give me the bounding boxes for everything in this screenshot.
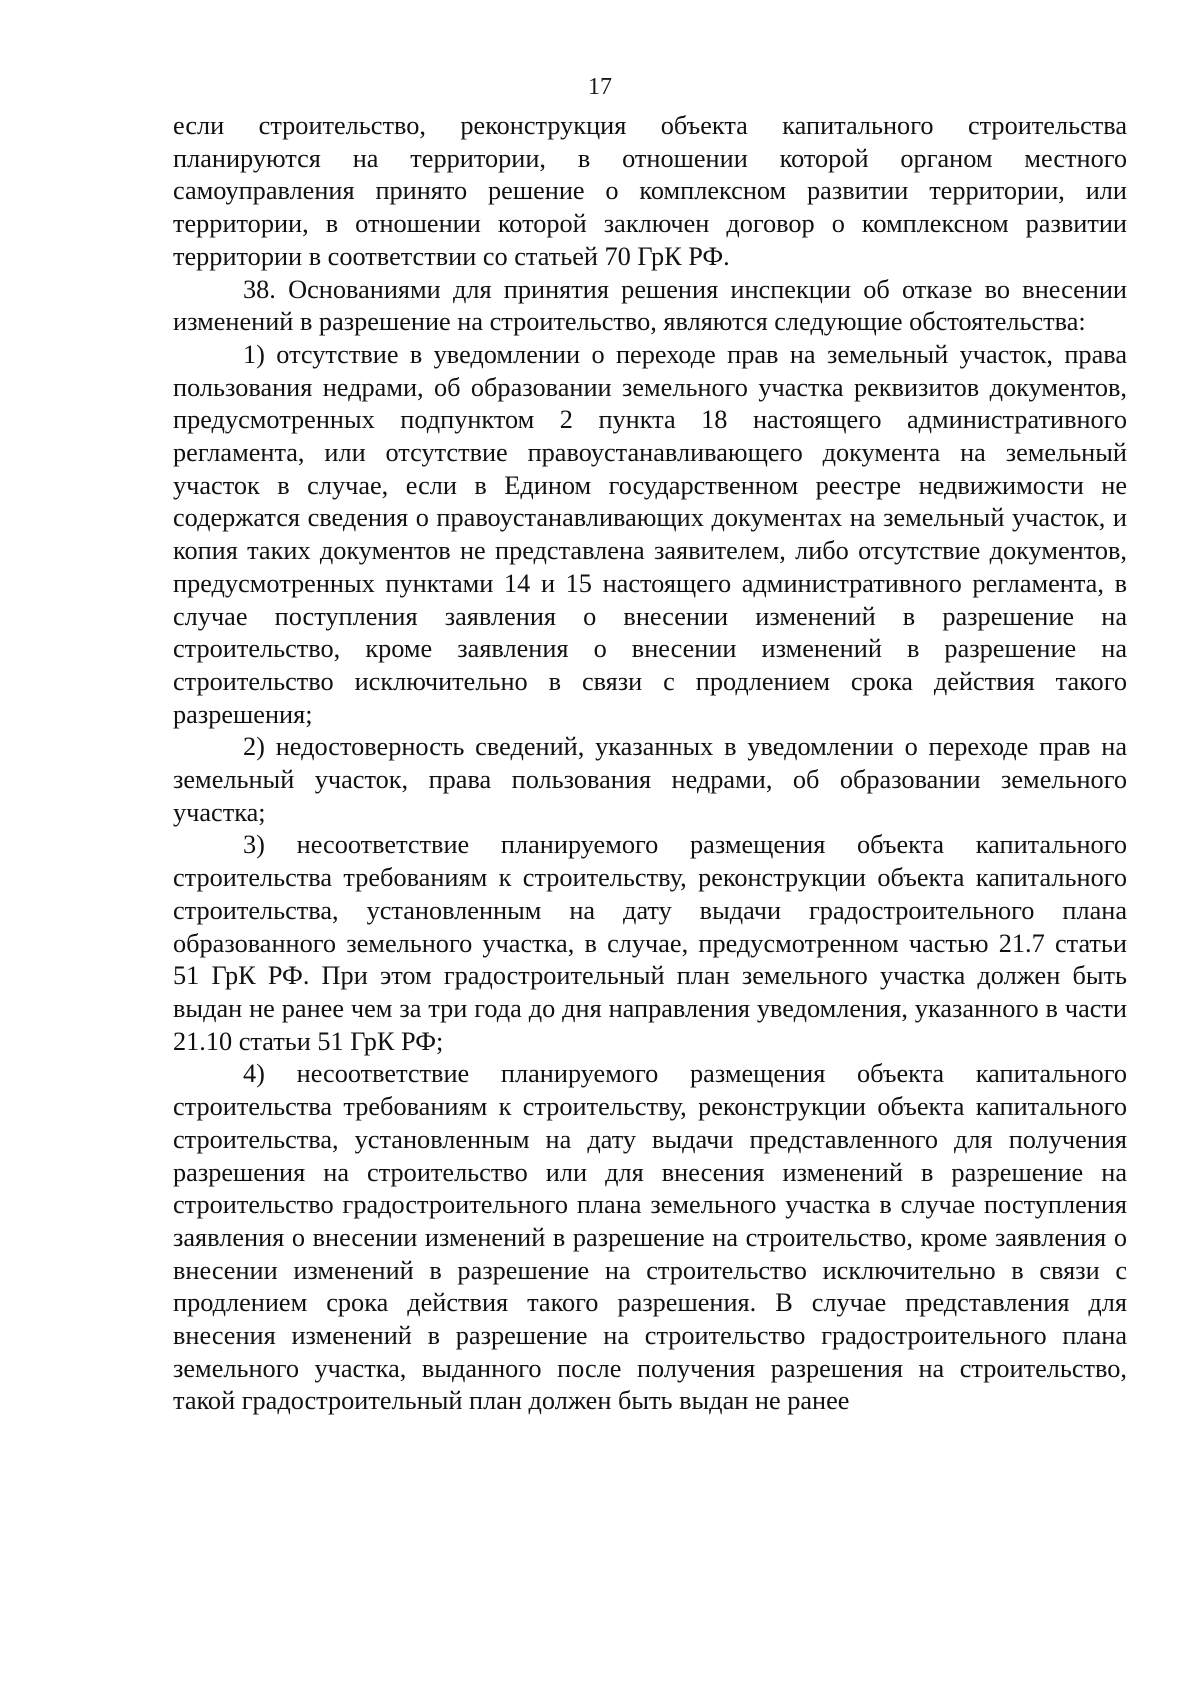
page-number: 17: [588, 74, 612, 100]
paragraph-subitem-2: 2) недостоверность сведений, указанных в уведомлении о переходе прав на земельный участок, права пользования недрами, об образовании земельного участка;: [173, 732, 1127, 827]
paragraph-item-38: 38. Основаниями для принятия решения инспекции об отказе во внесении изменений в разрешение на строительство, являются следующие обстоятельства:: [173, 274, 1127, 337]
paragraph-subitem-1: 1) отсутствие в уведомлении о переходе прав на земельный участок, права пользования недрами, об образовании земельного участка реквизитов документов, предусмотренных подпунктом 2 пункта 18 настоящего административного регламента, или отсутствие правоустанавливающего документа на земельный участок в случае, если в Едином государственном реестре недвижимости не содержатся сведения о правоустанавливающих документах на земельный участок, и копия таких документов не представлена заявителем, либо отсутствие документов, предусмотренных пунктами 14 и 15 настоящего административного регламента, в случае поступления заявления о внесении изменений в разрешение на строительство, кроме заявления о внесении изменений в разрешение на строительство исключительно в связи с продлением срока действия такого разрешения;: [173, 339, 1127, 729]
document-body: [173, 110, 1127, 1418]
paragraph-subitem-3: 3) несоответствие планируемого размещения объекта капитального строительства требованиям к строительству, реконструкции объекта капитального строительства, установленным на дату выдачи градостроительного плана образованного земельного участка, в случае, предусмотренном частью 21.7 статьи 51 ГрК РФ. При этом градостроительный план земельного участка должен быть выдан не ранее чем за три года до дня направления уведомления, указанного в части 21.10 статьи 51 ГрК РФ;: [173, 830, 1127, 1056]
paragraph-continuation: если строительство, реконструкция объекта капитального строительства планируются на территории, в отношении которой органом местного самоуправления принято решение о комплексном развитии территории, или территории, в отношении которой заключен договор о комплексном развитии территории в соответствии со статьей 70 ГрК РФ.: [173, 111, 1127, 271]
paragraph-subitem-4: 4) несоответствие планируемого размещения объекта капитального строительства требованиям к строительству, реконструкции объекта капитального строительства, установленным на дату выдачи представленного для получения разрешения на строительство или для внесения изменений в разрешение на строительство градостроительного плана земельного участка в случае поступления заявления о внесении изменений в разрешение на строительство, кроме заявления о внесении изменений в разрешение на строительство исключительно в связи с продлением срока действия такого разрешения. В случае представления для внесения изменений в разрешение на строительство градостроительного плана земельного участка, выданного после получения разрешения на строительство, такой градостроительный план должен быть выдан не ранее: [173, 1059, 1127, 1416]
